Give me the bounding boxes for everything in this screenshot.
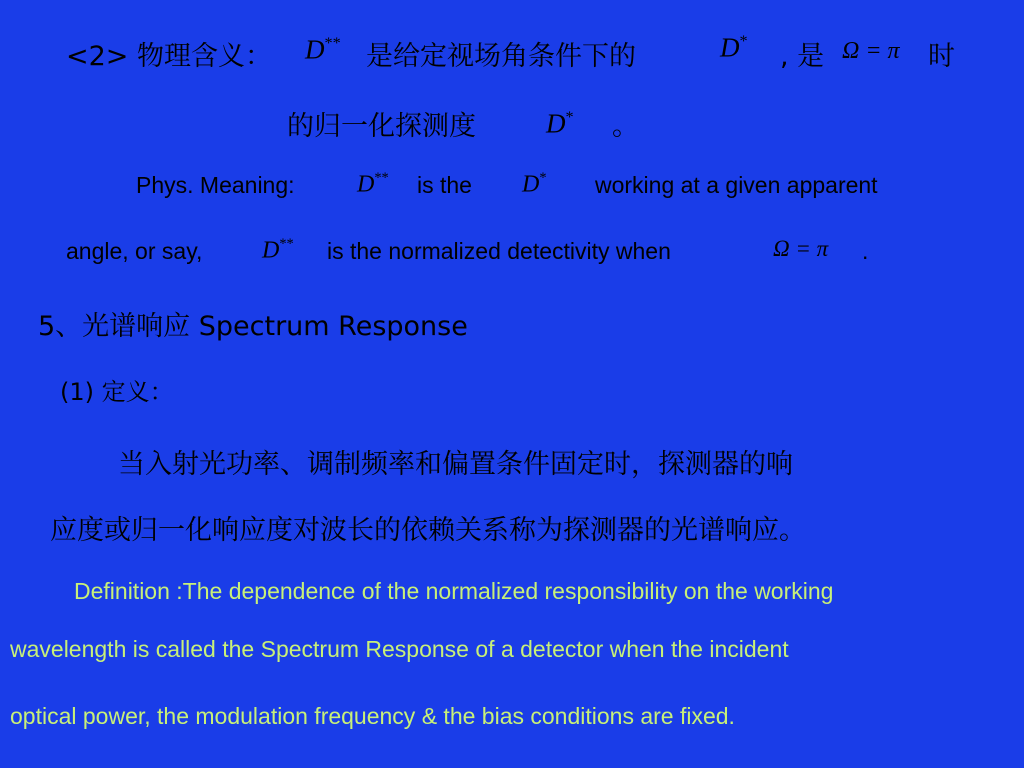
phys-meaning-tail: working at a given apparent: [595, 172, 878, 198]
omega-pi-text: Ω = π: [773, 236, 829, 261]
section5-heading: 5、光谱响应 Spectrum Response: [38, 311, 468, 342]
omega-pi-text: Ω = π: [842, 38, 900, 64]
cn-definition-line1: 当入射光功率、调制频率和偏置条件固定时，探测器的响: [118, 449, 793, 480]
d-star-symbol: [720, 32, 748, 63]
d-star-symbol-2: [546, 108, 574, 139]
phys-meaning-is-the: is the: [417, 172, 472, 198]
star-superscript: *: [539, 170, 547, 186]
star-superscript: *: [739, 32, 748, 50]
d-double-star-symbol-2: [357, 170, 389, 198]
normalized-detectivity-text: is the normalized detectivity when: [327, 238, 671, 264]
meaning-line2-period: 。: [612, 111, 639, 142]
omega-equals-pi-2: [773, 236, 828, 262]
d-letter: D: [357, 171, 375, 198]
en-definition-line2: wavelength is called the Spectrum Response of a detector when the incident: [10, 636, 789, 662]
en-definition-line1: Definition :The dependence of the normalized responsibility on the working: [74, 578, 834, 604]
star-superscript: *: [565, 108, 574, 126]
phys-meaning-label: Phys. Meaning:: [136, 172, 295, 198]
d-letter: D: [262, 237, 280, 264]
meaning-line1-comma-is: , 是: [780, 41, 825, 72]
d-double-star-symbol: [305, 34, 341, 65]
omega-equals-pi-1: [842, 38, 900, 65]
double-star-superscript: **: [324, 34, 341, 52]
meaning-line1-middle: 是给定视场角条件下的: [366, 41, 636, 72]
definition-subheading: (1) 定义：: [60, 378, 174, 406]
double-star-superscript: **: [374, 170, 389, 186]
d-letter: D: [305, 34, 325, 65]
meaning-line2-text: 的归一化探测度: [287, 111, 476, 142]
d-double-star-symbol-3: [262, 236, 294, 264]
d-letter: D: [720, 32, 740, 63]
angle-or-say-text: angle, or say,: [66, 238, 203, 264]
d-letter: D: [546, 108, 566, 139]
en-definition-line3: optical power, the modulation frequency & the bias conditions are fixed.: [10, 703, 735, 729]
d-star-symbol-3: [522, 170, 547, 198]
meaning-line1-when: 时: [928, 41, 955, 72]
d-letter: D: [522, 171, 540, 198]
meaning-heading-prefix: <2> 物理含义：: [66, 41, 273, 72]
cn-definition-line2: 应度或归一化响应度对波长的依赖关系称为探测器的光谱响应。: [50, 515, 806, 546]
english-meaning-end-period: .: [862, 238, 869, 264]
double-star-superscript: **: [279, 236, 294, 252]
